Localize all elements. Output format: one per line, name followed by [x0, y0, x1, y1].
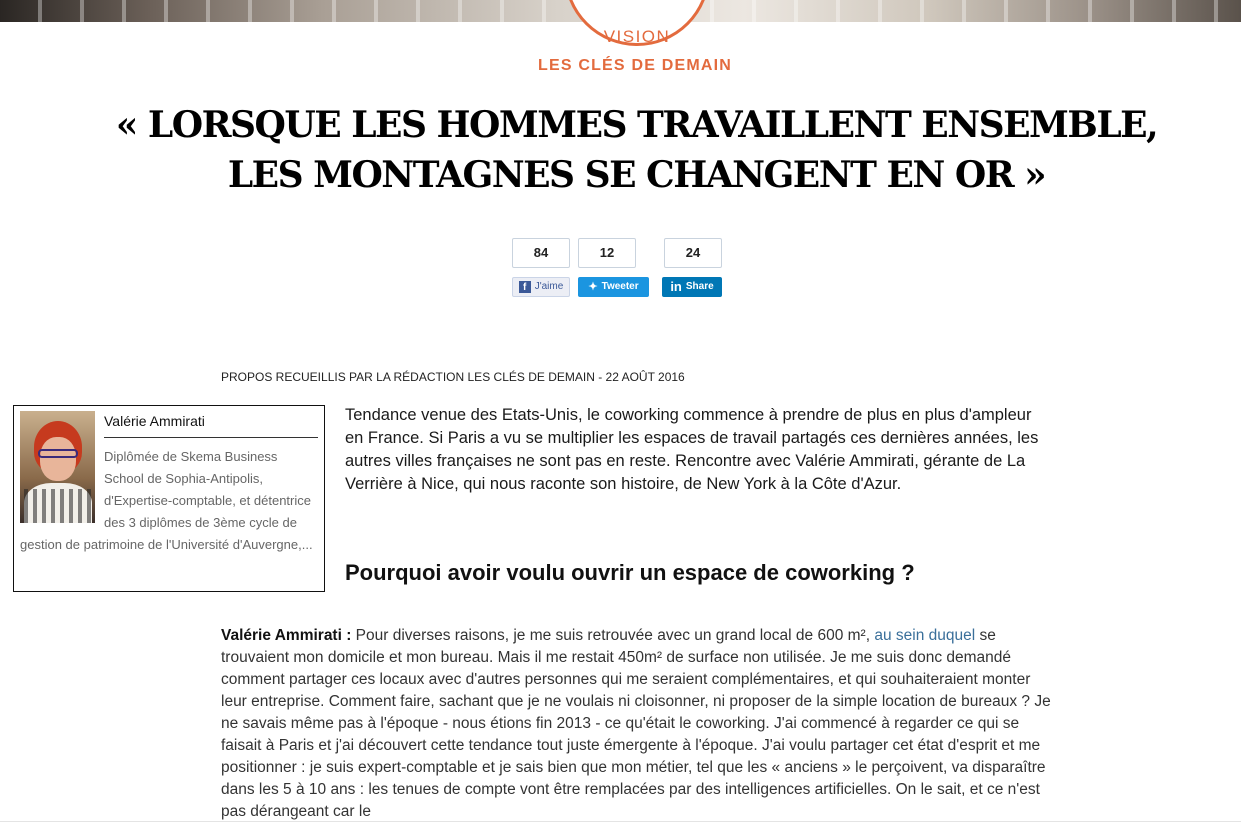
facebook-like-button[interactable]	[512, 277, 570, 297]
article-headline: « LORSQUE LES HOMMES TRAVAILLENT ENSEMBLE, LES MONTAGNES SE CHANGENT EN OR »	[115, 104, 1158, 196]
question-heading: Pourquoi avoir voulu ouvrir un espace de coworking ?	[345, 560, 915, 585]
answer-text-after: se trouvaient mon domicile et mon bureau. Mais il me restait 450m² de surface non utilisée. Je me suis donc demandé comment partager ces locaux avec d'autres personnes qui me seraient complémentaires, et qui souhaiteraient monter leur entreprise. Comment faire, sachant que je ne voulais ni cloisonner, ni proposer de la simple location de bureaux ? Je ne savais même pas à l'époque - nous étions fin 2013 - ce qu'était le coworking. J'ai commencé à regarder ce qui se faisait à Paris et j'ai découvert cette tendance tout juste émergente à l'époque. J'ai voulu partager cet état d'esprit et me positionner : je suis expert-comptable et je sais bien que mon métier, tel que les « anciens » le perçoivent, va disparaître dans les 5 à 10 ans : les tenues de compte vont être remplacées par des intelligences artificielles. On le sait, et ce n'est pas dérangeant car le	[221, 627, 1051, 820]
author-divider	[104, 437, 318, 438]
tweet-label: Tweeter	[601, 281, 639, 292]
facebook-icon: f	[519, 281, 531, 293]
answer-paragraph	[221, 625, 1051, 823]
article-intro: Tendance venue des Etats-Unis, le coworking commence à prendre de plus en plus d'ampleur en France. Si Paris a vu se multiplier les espaces de travail partagés ces dernières années, les autres villes françaises ne sont pas en reste. Rencontre avec Valérie Ammirati, gérante de La Verrière à Nice, qui nous raconte son histoire, de New York à la Côte d'Azur.	[345, 406, 1039, 493]
page-bottom-edge	[0, 821, 1241, 822]
twitter-share	[578, 238, 649, 297]
linkedin-share	[662, 238, 722, 297]
linkedin-share-label: Share	[685, 281, 714, 292]
twitter-count: 12	[578, 238, 636, 268]
article-byline: PROPOS RECUEILLIS PAR LA RÉDACTION LES CLÉS DE DEMAIN - 22 AOÛT 2016	[221, 370, 685, 384]
twitter-bird-icon: ✦	[588, 281, 598, 293]
author-bio-wrap	[20, 446, 320, 556]
rubric-label[interactable]: VISION	[603, 27, 671, 46]
author-bio: Diplômée de Skema Business School de Sophia-Antipolis, d'Expertise-comptable, et détentrice des 3 diplômes de 3ème cycle de gestion de patrimoine de l'Université d'Auvergne,...	[20, 449, 313, 552]
facebook-like-label: J'aime	[534, 281, 564, 292]
answer-speaker: Valérie Ammirati :	[221, 627, 352, 644]
linkedin-icon: in	[670, 279, 682, 294]
author-card	[13, 405, 325, 592]
facebook-count: 84	[512, 238, 570, 268]
site-name[interactable]: LES CLÉS DE DEMAIN	[537, 57, 733, 74]
linkedin-share-button[interactable]	[662, 277, 722, 297]
author-name[interactable]: Valérie Ammirati	[104, 413, 205, 429]
tweet-button[interactable]	[578, 277, 649, 297]
linkedin-count: 24	[664, 238, 722, 268]
answer-inline-link[interactable]: au sein duquel	[874, 627, 976, 644]
answer-text-before: Pour diverses raisons, je me suis retrouvée avec un grand local de 600 m²,	[351, 627, 875, 644]
facebook-share	[512, 238, 570, 297]
